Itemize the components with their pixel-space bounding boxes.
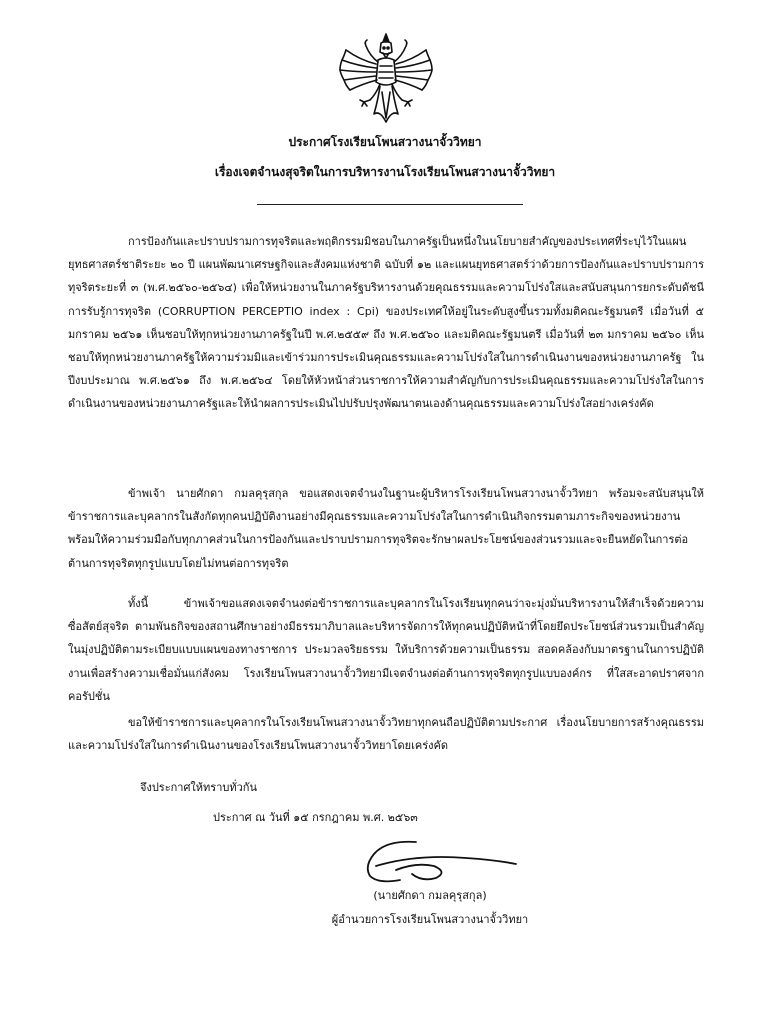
signature bbox=[356, 836, 526, 886]
garuda-emblem-icon bbox=[336, 30, 436, 130]
closing-announce: จึงประกาศให้ทราบทั่วกัน bbox=[140, 781, 257, 794]
paragraph-text: ข้าพเจ้า นายศักดา กมลคุรุสกุล ขอแสดงเจตจำนงในฐานะผู้บริหารโรงเรียนโพนสวางนาจั้ววิทยา พร้อมจะสนับสนุนให้ข้าราชการและบุคลากรในสังกัดทุกคนปฏิบัติงานอย่างมีคุณธรรมและความโปร่งใสในการดำเนินกิจกรรมตามภาระกิจของหน่วยงานพร้อมให้ความร่วมมือกับทุกภาคส่วนในการป้องกันและปราบปรามการทุจริตจะรักษาผลประโยชน์ของส่วนรวมและจะยืนหยัดในการต่อต้านการทุจริตทุกรูปแบบโดยไม่ทนต่อการทุจริต bbox=[68, 487, 704, 570]
body-paragraph-1 bbox=[68, 230, 704, 416]
title-divider bbox=[257, 204, 523, 205]
body-paragraph-3 bbox=[68, 592, 704, 708]
paragraph-text: ขอให้ข้าราชการและบุคลากรในโรงเรียนโพนสวางนาจั้ววิทยาทุกคนถือปฏิบัติตามประกาศ เรื่องนโยบายการสร้างคุณธรรมและความโปร่งใสในการดำเนินงานของโรงเรียนโพนสวางนาจั้ววิทยาโดยเคร่งคัด bbox=[68, 716, 704, 753]
announcement-subject: เรื่องเจตจำนงสุจริตในการบริหารงานโรงเรียนโพนสวางนาจั้ววิทยา bbox=[214, 165, 556, 179]
body-paragraph-2 bbox=[68, 482, 704, 575]
paragraph-text: ทั้งนี้ ข้าพเจ้าขอแสดงเจตจำนงต่อข้าราชการและบุคลากรในโรงเรียนทุกคนว่าจะมุ่งมั่นบริหารงานให้สำเร็จด้วยความซื่อสัตย์สุจริต ตามพันธกิจของสถานศึกษาอย่างมีธรรมาภิบาลและบริหารจัดการให้ทุกคนปฏิบัติหน้าที่โดยยึดประโยชน์ส่วนรวมเป็นสำคัญในมุ่งปฏิบัติตามระเบียบแบบแผนของทางราชการ ประมวลจริยธรรม ให้บริการด้วยความเป็นธรรม สอดคล้องกับมาตรฐานในการปฏิบัติงานเพื่อสร้างความเชื่อมั่นแก่สังคม โรงเรียนโพนสวางนาจั้ววิทยามีเจตจำนงต่อต้านการทุจริตทุกรูปแบบองค์กร ที่ใสสะอาดปราศจากคอรัปชั่น bbox=[68, 597, 704, 703]
announcement-date: ประกาศ ณ วันที่ ๑๕ กรกฎาคม พ.ศ. ๒๕๖๓ bbox=[213, 811, 418, 824]
announcement-title: ประกาศโรงเรียนโพนสวางนาจั้ววิทยา bbox=[288, 135, 482, 149]
signer-position: ผู้อำนวยการโรงเรียนโพนสวางนาจั้ววิทยา bbox=[331, 913, 529, 926]
body-paragraph-4 bbox=[68, 711, 704, 757]
paragraph-text: การป้องกันและปราบปรามการทุจริตและพฤติกรรมมิชอบในภาครัฐเป็นหนึ่งในนโยบายสำคัญของประเทศที่ระบุไว้ในแผนยุทธศาสตร์ชาติระยะ ๒๐ ปี แผนพัฒนาเศรษฐกิจและสังคมแห่งชาติ ฉบับที่ ๑๒ และแผนยุทธศาสตร์ว่าด้วยการป้องกันและปราบปรามการทุจริตระยะที่ ๓ (พ.ศ.๒๕๖๐-๒๕๖๔) เพื่อให้หน่วยงานในภาครัฐบริหารงานด้วยคุณธรรมและความโปร่งใสและสนับสนุนการยกระดับดัชนีการรับรู้การทุจริต (CORRUPTION PERCEPTIO index : Cpi) ของประเทศให้อยู่ในระดับสูงขึ้นรวมทั้งมติคณะรัฐมนตรี เมื่อวันที่ ๕ มกราคม ๒๕๖๑ เห็นชอบให้ทุกหน่วยงานภาครัฐในปี พ.ศ.๒๕๕๙ ถึง พ.ศ.๒๕๖๐ และมติคณะรัฐมนตรี เมื่อวันที่ ๒๓ มกราคม ๒๕๖๐ เห็นชอบให้ทุกหน่วยงานภาครัฐให้ความร่วมมิและเข้าร่วมการประเมินคุณธรรมและความโปร่งใสในการดำเนินงานของหน่วยงานภาครัฐ ในปีงบประมาณ พ.ศ.๒๕๖๑ ถึง พ.ศ.๒๕๖๔ โดยให้หัวหน้าส่วนราชการให้ความสำคัญกับการประเมินคุณธรรมและความโปร่งใสในการดำเนินงานของหน่วยงานภาครัฐและให้นำผลการประเมินไปปรับปรุงพัฒนาตนเองด้านคุณธรรมและความโปร่งใสอย่างเคร่งคัด bbox=[68, 235, 704, 411]
signer-name: (นายศักดา กมลคุรุสกุล) bbox=[373, 889, 487, 902]
